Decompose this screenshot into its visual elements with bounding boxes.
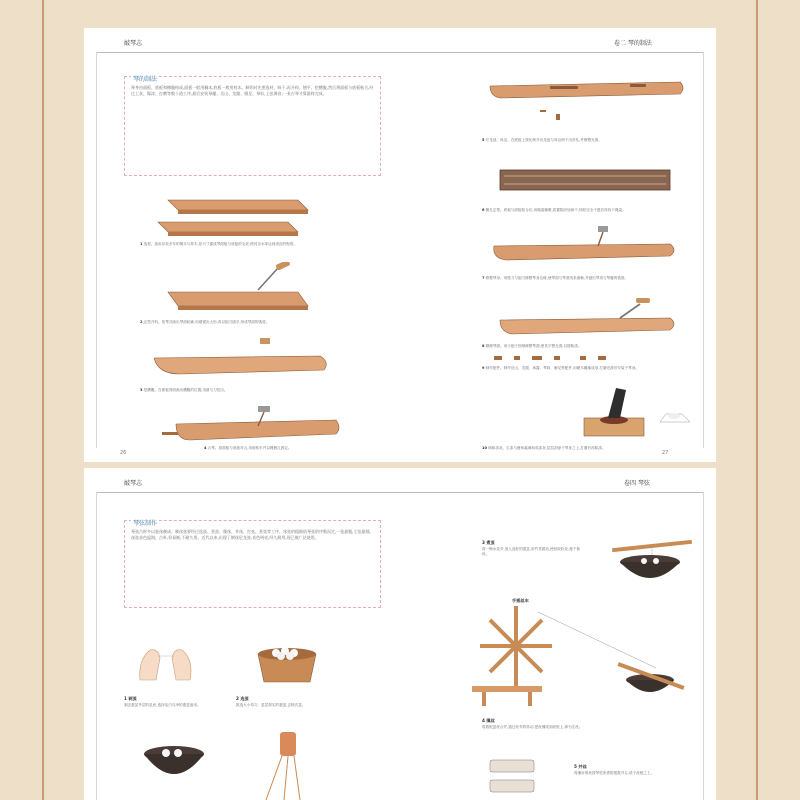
spools-illustration [480, 758, 550, 800]
step-caption: 9 制作配件。制作岳山、龙龈、承露、琴轸、雁足等配件,用硬木雕琢成形,打磨光滑后安装于琴身。 [482, 366, 639, 370]
margin-rule [96, 52, 97, 448]
upper-left-page [84, 28, 400, 462]
step-caption: 2 定型开料。依琴式画出琴面轮廓,用锯锯出大形,再以刨刀刨平,形成琴面的弧度。 [140, 320, 270, 324]
step-caption: 将一锅水烧开,放入选好的蚕茧,用竹签搅动,使丝胶软化,便于抽丝。 [482, 547, 581, 557]
step-label: 3 煮茧 [482, 540, 495, 545]
page-header: 敲琴志 [124, 480, 143, 487]
page-header: 敲琴志 [124, 40, 143, 47]
step-label: 4 缫丝 [482, 718, 495, 723]
header-rule [96, 52, 400, 53]
upper-right-page [400, 28, 716, 462]
step-caption: 8 精修琴面。用小刨子细细修整琴面,使其平整光滑,以便髹漆。 [482, 344, 582, 348]
fittings-illustration [480, 350, 690, 364]
frame-line-right [756, 0, 758, 800]
step-caption: 5 开龙池、凤沼。在底板上按比例开出龙池与凤沼两个出音孔,并修整光滑。 [482, 138, 602, 142]
step-caption: 挑选大小均匀、茧层厚实的蚕茧,去除次茧。 [236, 703, 306, 707]
silk-reeling-illustration [254, 726, 324, 800]
lower-left-page [84, 468, 400, 800]
reel-wheel-illustration [466, 600, 690, 710]
step-label: 1 剥茧 [124, 696, 137, 701]
binding-illustration [480, 162, 690, 206]
hollowing-illustration [140, 400, 340, 446]
section-title: 琴弦制作 [133, 520, 158, 527]
lower-right-page [400, 468, 716, 800]
boiling-pot-illustration [134, 738, 214, 794]
section-box [124, 76, 381, 176]
planing-illustration [480, 296, 690, 340]
sound-holes-illustration [480, 72, 690, 134]
margin-rule [96, 492, 97, 800]
cocoon-pot-illustration [606, 534, 696, 586]
saw-illustration [148, 262, 328, 320]
section-body: 琴弦古时多以蚕丝制成。制丝弦要经过选茧、煮茧、缫丝、并丝、打弦、煮弦等工序。丝弦的粗细依琴弦的序数而定,一弦最粗,七弦最细。 丝弦音色温润、古朴,但易断,不耐久用。近代以来,出现了钢丝尼龙弦,音色明亮,经久耐用,现已被广泛使用。 [131, 529, 374, 540]
cocoon-hands-illustration [130, 630, 220, 690]
trimming-illustration [480, 224, 690, 270]
page-number: 26 [120, 450, 127, 456]
lacquer-illustration [580, 382, 700, 442]
step-label: 2 选茧 [236, 696, 249, 701]
header-rule [400, 492, 704, 493]
page-header: 卷四 琴弦 [624, 480, 650, 487]
lower-spread [84, 468, 716, 800]
page-header: 卷二 琴的制法 [614, 40, 652, 47]
header-rule [400, 52, 704, 53]
step-caption: 将缫好的丝按琴弦所需的根数并合,绕于丝框之上。 [574, 771, 655, 775]
step-label: 5 并丝 [574, 764, 587, 769]
step-caption: 3 挖槽腹。在面板背面画出槽腹的位置,用凿与刀挖出。 [140, 388, 228, 392]
step-caption: 剥去蚕茧外层的乱丝,选择洁白匀净的蚕茧备用。 [124, 703, 201, 707]
frame-line-left [42, 0, 44, 800]
reel-label: 手摇丝车 [512, 598, 529, 603]
step-caption: 将数根茧丝合并,通过丝车的转动,把丝缠绕到丝框上,即为生丝。 [482, 725, 583, 729]
cocoon-basket-illustration [252, 640, 322, 688]
margin-rule [703, 492, 704, 800]
section-body: 琴身由面板、底板和槽腹构成,面板一般用桐木,底板一般用梓木。制作时先要选材、晾干,再开料、刨平、挖槽腹,然后将面板与底板粘合,经过上灰、髹漆、打磨等数十道工序,最后安装琴徽、岳山、龙龈、雁足、琴轸,上弦调音,一张古琴才算最终完成。 [131, 85, 374, 96]
page-number: 27 [662, 450, 669, 456]
header-rule [96, 492, 400, 493]
section-title: 琴的制法 [133, 76, 158, 83]
planks-illustration [148, 196, 318, 246]
step-caption: 1 选材。选用存放多年的桐木与梓木,依尺寸锯成琴面板与底板的毛坯,使其含水率达到适宜的程度。 [140, 242, 297, 246]
step-caption: 10 调和漆灰。生漆与鹿角霜调和成漆灰,层层刮涂于琴身之上,打磨后再髹漆。 [482, 446, 606, 450]
step-caption: 7 修整琴身。用锉刀与刨刀修整琴身边缘,使琴面与琴底线条流畅,并刨出琴项与琴腰的弧度。 [482, 276, 629, 280]
shaped-body-illustration [140, 334, 340, 382]
margin-rule [703, 52, 704, 448]
upper-spread [84, 28, 716, 462]
step-caption: 4 合琴。将面板与底板对合,用胶粘牢并以绳捆扎固定。 [204, 446, 292, 450]
step-caption: 6 捆扎定型。底板与面板粘合后,用绳索缠紧,放置阴凉处晾干,待胶完全干透后再拆下绳索。 [482, 208, 626, 212]
section-box [124, 520, 381, 608]
